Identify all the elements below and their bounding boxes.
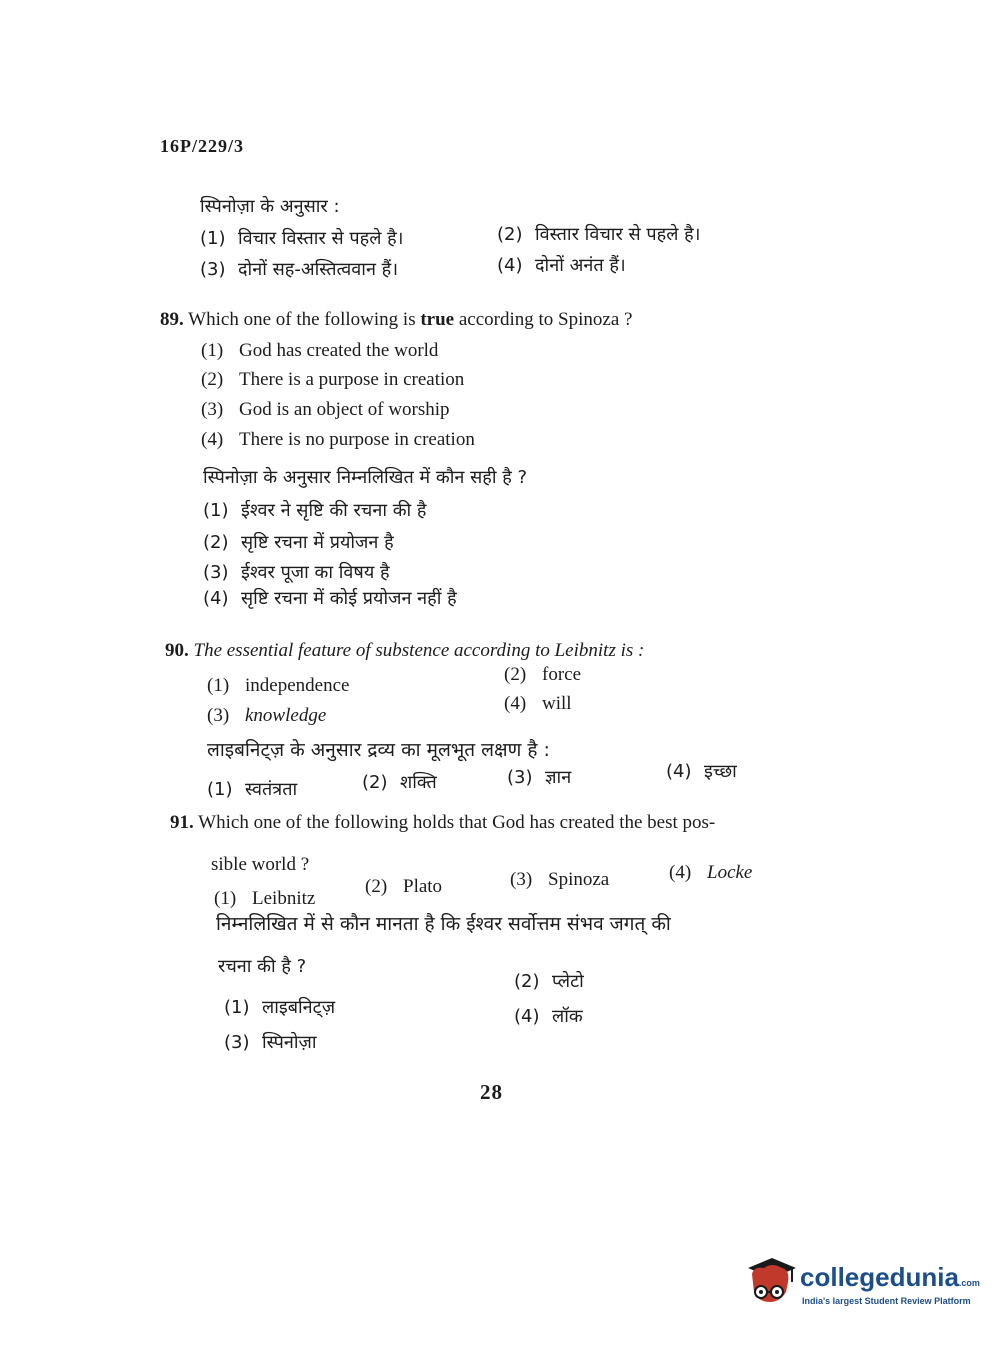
q90-option-3	[207, 705, 326, 727]
q88-hindi-prompt: स्पिनोज़ा के अनुसार :	[200, 196, 340, 217]
option-number: (1)	[201, 340, 224, 361]
option-text: विस्तार विचार से पहले है।	[535, 224, 701, 245]
option-number: (4)	[497, 255, 523, 276]
q91-option-2	[365, 876, 442, 898]
option-text: सृष्टि रचना में कोई प्रयोजन नहीं है	[241, 588, 457, 609]
option-text: स्पिनोज़ा	[262, 1032, 317, 1053]
option-number: (2)	[201, 369, 224, 390]
option-number: (3)	[201, 399, 224, 420]
q91-hindi-option-1	[224, 995, 335, 1019]
brand-name: collegedunia.com	[800, 1262, 980, 1292]
option-text: दोनों अनंत हैं।	[535, 255, 626, 276]
q90-option-2	[504, 664, 581, 686]
option-number: (1)	[203, 500, 229, 521]
mascot-icon	[742, 1252, 798, 1312]
q89-option-3	[201, 399, 450, 421]
option-text: स्वतंत्रता	[245, 779, 298, 800]
question-text: The essential feature of substence according to Leibnitz is :	[193, 640, 645, 661]
option-text: independence	[245, 675, 350, 696]
q90-option-4	[504, 693, 572, 715]
option-number: (4)	[203, 588, 229, 609]
option-number: (3)	[200, 259, 226, 280]
option-text: Spinoza	[548, 869, 610, 890]
q89-hindi-option-2	[203, 530, 394, 554]
q90-question	[165, 640, 644, 662]
option-number: (3)	[203, 562, 229, 583]
q89-hindi-option-1	[203, 498, 427, 522]
q89-option-2	[201, 369, 464, 391]
option-number: (1)	[200, 228, 226, 249]
option-text: इच्छा	[704, 761, 737, 782]
option-number: (4)	[666, 761, 692, 782]
q91-hindi-option-4	[514, 1004, 583, 1028]
option-text: ज्ञान	[545, 767, 572, 788]
option-text: force	[542, 664, 582, 685]
q89-option-1	[201, 340, 438, 362]
q91-option-1	[214, 888, 315, 910]
option-number: (2)	[365, 876, 388, 897]
option-number: (3)	[207, 705, 230, 726]
option-text: लाइबनिट्ज़	[262, 997, 336, 1018]
option-text: Plato	[403, 876, 443, 897]
option-text: प्लेटो	[552, 971, 584, 992]
q90-hindi-option-1	[207, 777, 297, 801]
q91-hindi-prompt-line-1: निम्नलिखित में से कौन मानता है कि ईश्वर सर्वोत्तम संभव जगत् की	[216, 913, 671, 935]
option-text: विचार विस्तार से पहले है।	[238, 228, 404, 249]
option-number: (1)	[207, 779, 233, 800]
option-text: will	[542, 693, 572, 714]
option-text: Leibnitz	[252, 888, 316, 909]
option-number: (1)	[214, 888, 237, 909]
question-number: 90.	[165, 640, 189, 661]
q88-hindi-option-4	[497, 253, 626, 277]
option-number: (3)	[224, 1032, 250, 1053]
option-text: ईश्वर ने सृष्टि की रचना की है	[241, 500, 427, 521]
option-text: God is an object of worship	[239, 399, 450, 420]
page-number: 28	[480, 1080, 503, 1104]
option-number: (4)	[669, 862, 692, 883]
question-number: 89.	[160, 309, 184, 330]
option-text: knowledge	[245, 705, 327, 726]
q91-hindi-option-2	[514, 969, 584, 993]
q89-question	[160, 309, 632, 331]
option-number: (2)	[504, 664, 527, 685]
q88-hindi-option-1	[200, 226, 404, 250]
option-text: There is no purpose in creation	[239, 429, 475, 450]
option-text: Locke	[707, 862, 753, 883]
option-number: (3)	[510, 869, 533, 890]
question-number: 91.	[170, 812, 194, 833]
q91-hindi-prompt-line-2: रचना की है ?	[218, 956, 307, 977]
q88-hindi-option-2	[497, 222, 701, 246]
option-text: शक्ति	[400, 772, 437, 793]
q88-hindi-option-3	[200, 257, 398, 281]
option-text: God has created the world	[239, 340, 439, 361]
q90-hindi-option-4	[666, 759, 737, 783]
q91-hindi-option-3	[224, 1030, 317, 1054]
option-number: (2)	[514, 971, 540, 992]
option-text: ईश्वर पूजा का विषय है	[241, 562, 390, 583]
option-number: (3)	[507, 767, 533, 788]
q90-option-1	[207, 675, 349, 697]
option-number: (2)	[203, 532, 229, 553]
question-text-start: Which one of the following is	[188, 309, 416, 330]
option-text: सृष्टि रचना में प्रयोजन है	[241, 532, 394, 553]
question-text-end: according to Spinoza ?	[458, 309, 633, 330]
brand-tagline: India's largest Student Review Platform	[802, 1296, 971, 1306]
q91-option-4	[669, 862, 752, 884]
q90-hindi-prompt: लाइबनिट्ज़ के अनुसार द्रव्य का मूलभूत लक्षण है :	[207, 739, 550, 761]
option-number: (4)	[514, 1006, 540, 1027]
q90-hindi-option-2	[362, 770, 437, 794]
question-text-bold: true	[420, 309, 455, 330]
option-number: (1)	[224, 997, 250, 1018]
brand-suffix: .com	[958, 1278, 980, 1288]
q89-option-4	[201, 429, 475, 451]
option-number: (2)	[497, 224, 523, 245]
q91-question-line-2: sible world ?	[211, 854, 310, 875]
option-number: (4)	[504, 693, 527, 714]
q89-hindi-option-3	[203, 560, 390, 584]
option-text: लॉक	[552, 1006, 583, 1027]
option-number: (1)	[207, 675, 230, 696]
question-text: Which one of the following holds that God has created the best pos-	[198, 812, 716, 833]
option-number: (2)	[362, 772, 388, 793]
option-text: दोनों सह-अस्तित्ववान हैं।	[238, 259, 399, 280]
q91-option-3	[510, 869, 609, 891]
option-text: There is a purpose in creation	[239, 369, 465, 390]
q90-hindi-option-3	[507, 765, 571, 789]
paper-code: 16P/229/3	[160, 136, 244, 156]
q89-hindi-prompt: स्पिनोज़ा के अनुसार निम्नलिखित में कौन सही है ?	[203, 467, 528, 488]
collegedunia-logo	[742, 1250, 980, 1320]
option-number: (4)	[201, 429, 224, 450]
q89-hindi-option-4	[203, 586, 457, 610]
q91-question-line-1	[170, 812, 715, 834]
